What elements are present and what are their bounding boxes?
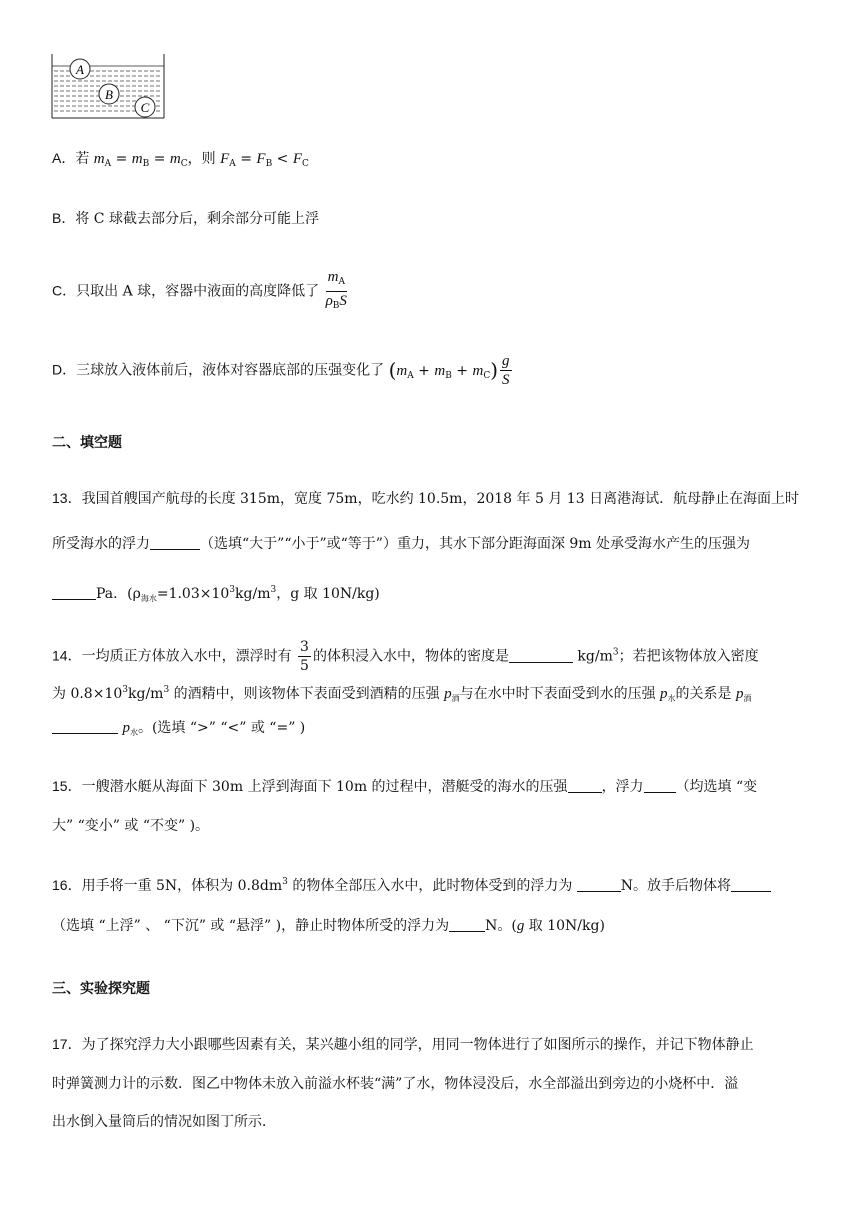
- q15-text-2: 大” “变小” 或 “不变” )。: [52, 818, 210, 834]
- q14-text-2a: 为 0.8×10: [52, 686, 123, 702]
- q14-sub-shui-2: 水: [129, 728, 138, 737]
- q14-frac-denominator: 5: [300, 658, 309, 674]
- q13-text-1: ．我国首艘国产航母的长度 315m，宽度 75m，吃水约 10.5m，2018 年 5 月 13 日离港海试．航母静止在海面上时: [67, 491, 800, 507]
- q14-sup-2: 3: [122, 685, 128, 695]
- option-b: [52, 208, 319, 229]
- q15-line1: [52, 776, 757, 797]
- q16-text-1a: ．用手将一重 5N，体积为 0.8dm: [67, 878, 283, 894]
- q16-text-2a: （选填 “上浮” 、 “下沉” 或 “悬浮” )，静止时物体所受的浮力为: [52, 918, 450, 934]
- q16-text-2c: 取 10N/kg): [524, 918, 605, 934]
- ball-a-label: A: [76, 62, 84, 77]
- q15-number: 15: [52, 778, 68, 794]
- q13-text-2b: （选填“大于”“小于”或“等于”）重力，其水下部分距海面深 9m 处承受海水产生的压强为: [200, 536, 751, 552]
- q13-text-3c: kg/m: [235, 586, 271, 602]
- q14-text-1d: ；若把该物体放入密度: [618, 648, 759, 665]
- q13-text-3d: ，g 取 10N/kg): [276, 586, 380, 602]
- q14-fraction: [298, 638, 311, 675]
- q16-line2: [52, 916, 605, 936]
- q16-sup-1: 3: [282, 877, 288, 887]
- q14-sup-1: 3: [612, 647, 619, 658]
- q14-number: 14: [52, 647, 68, 664]
- q14-line1: [52, 638, 759, 675]
- q14-sup-3: 3: [163, 685, 170, 695]
- q16-g-symbol: g: [516, 918, 525, 934]
- option-d-text: ．三球放入液体前后，液体对容器底部的压强变化了: [62, 362, 385, 379]
- option-c-letter: C: [52, 282, 63, 299]
- q14-text-2e: 的关系是: [675, 686, 736, 702]
- q13-sub-seawater: 海水: [140, 594, 157, 603]
- container-figure: [48, 52, 168, 124]
- q13-line2: [52, 534, 750, 554]
- section-heading-experiment: 三、实验探究题: [52, 981, 150, 997]
- q16-line1: [52, 872, 771, 896]
- option-b-text: ．将 C 球截去部分后，剩余部分可能上浮: [61, 211, 319, 227]
- q13-sup-1: 3: [229, 585, 236, 595]
- q13-number: 13: [52, 490, 68, 506]
- q14-text-1c: kg/m: [572, 648, 613, 665]
- q14-sub-jiu-2: 酒: [743, 694, 752, 703]
- q13-blank-2[interactable]: [52, 585, 96, 600]
- q14-p-jiu: p: [444, 686, 452, 702]
- q17-line1: [52, 1034, 754, 1055]
- q13-sup-2: 3: [270, 585, 277, 595]
- q16-blank-3[interactable]: [449, 917, 485, 932]
- q17-number: 17: [52, 1036, 68, 1052]
- q14-p-shui: p: [660, 686, 668, 702]
- q13-text-2a: 所受海水的浮力: [52, 536, 150, 552]
- option-d-letter: D: [52, 361, 63, 378]
- q16-text-2b: N。(: [485, 918, 517, 934]
- q14-text-1a: ．一均质正方体放入水中，漂浮时有: [67, 648, 292, 665]
- q16-text-1c: N。放手后物体将: [620, 878, 732, 894]
- q16-blank-2[interactable]: [731, 877, 771, 892]
- q14-line2: [52, 680, 751, 709]
- option-a-formula-force: $F_A = F_B < F_C$: [220, 151, 309, 169]
- q17-text-2: 时弹簧测力计的示数．图乙中物体未放入前溢水杯装“满”了水，物体浸没后，水全部溢出到旁边的小烧杯中．溢: [52, 1076, 739, 1092]
- option-c: [52, 268, 349, 315]
- option-a-mid: ，则: [187, 151, 216, 167]
- option-a-letter: A: [52, 150, 62, 166]
- q16-text-1b: 的物体全部压入水中，此时物体受到的浮力为: [287, 878, 577, 894]
- ball-b-label: B: [105, 87, 113, 102]
- option-d-formula: $(m_A + m_B + m_C)$ $\frac{g}{S}$: [388, 353, 510, 388]
- q15-text-1a: ．一艘潜水艇从海面下 30m 上浮到海面下 10m 的过程中，潜艇受的海水的压强: [67, 779, 568, 795]
- q16-blank-1[interactable]: [577, 877, 621, 892]
- option-c-text: ．只取出 A 球，容器中液面的高度降低了: [62, 283, 320, 300]
- q14-blank-2[interactable]: [52, 719, 118, 734]
- ball-c-label: C: [140, 100, 150, 115]
- section-heading-fill: 二、填空题: [52, 435, 122, 451]
- option-a-formula-mass: $m_A = m_B = m_C$: [93, 151, 188, 169]
- q15-blank-1[interactable]: [568, 778, 602, 793]
- q14-line3: [52, 718, 305, 743]
- q17-line3: [52, 1112, 276, 1132]
- q15-text-1b: ，浮力: [601, 779, 644, 795]
- option-c-fraction: $\frac{m_A}{\rho_BS}$: [325, 269, 347, 311]
- q13-blank-1[interactable]: [150, 535, 200, 550]
- q14-sub-shui: 水: [667, 694, 676, 703]
- option-d: [52, 352, 514, 389]
- option-b-letter: B: [52, 210, 62, 226]
- q14-text-2d: 与在水中时下表面受到水的压强: [459, 686, 661, 702]
- q14-p-jiu-2: p: [735, 686, 744, 702]
- q14-p-shui-2: p: [122, 720, 130, 736]
- q13-text-3a: Pa．(ρ: [96, 586, 141, 602]
- q14-sub-jiu: 酒: [451, 694, 460, 703]
- q13-line3: [52, 580, 380, 609]
- q13-text-3b: =1.03×10: [156, 586, 230, 602]
- q14-text-3b: 。(选填 “>” “<” 或 “=” ): [137, 720, 306, 736]
- q14-blank-1[interactable]: [509, 648, 573, 663]
- q14-text-1b: 的体积浸入水中，物体的密度是: [312, 648, 509, 665]
- q13-line1: [52, 488, 799, 509]
- q14-text-2c: 的酒精中，则该物体下表面受到酒精的压强: [169, 686, 445, 702]
- q15-line2: [52, 816, 209, 836]
- q14-frac-numerator: 3: [300, 639, 309, 655]
- q15-blank-2[interactable]: [644, 778, 676, 793]
- q17-line2: [52, 1074, 738, 1094]
- q15-text-1c: （均选填 “变: [675, 779, 758, 795]
- q14-text-2b: kg/m: [128, 686, 164, 702]
- option-a-prefix: ．若: [61, 151, 90, 167]
- q16-number: 16: [52, 877, 68, 893]
- option-a: [52, 148, 309, 174]
- q17-text-3: 出水倒入量筒后的情况如图丁所示．: [52, 1114, 276, 1130]
- q17-text-1: ．为了探究浮力大小跟哪些因素有关，某兴趣小组的同学，用同一物体进行了如图所示的操作，并记下物体静止: [67, 1037, 754, 1053]
